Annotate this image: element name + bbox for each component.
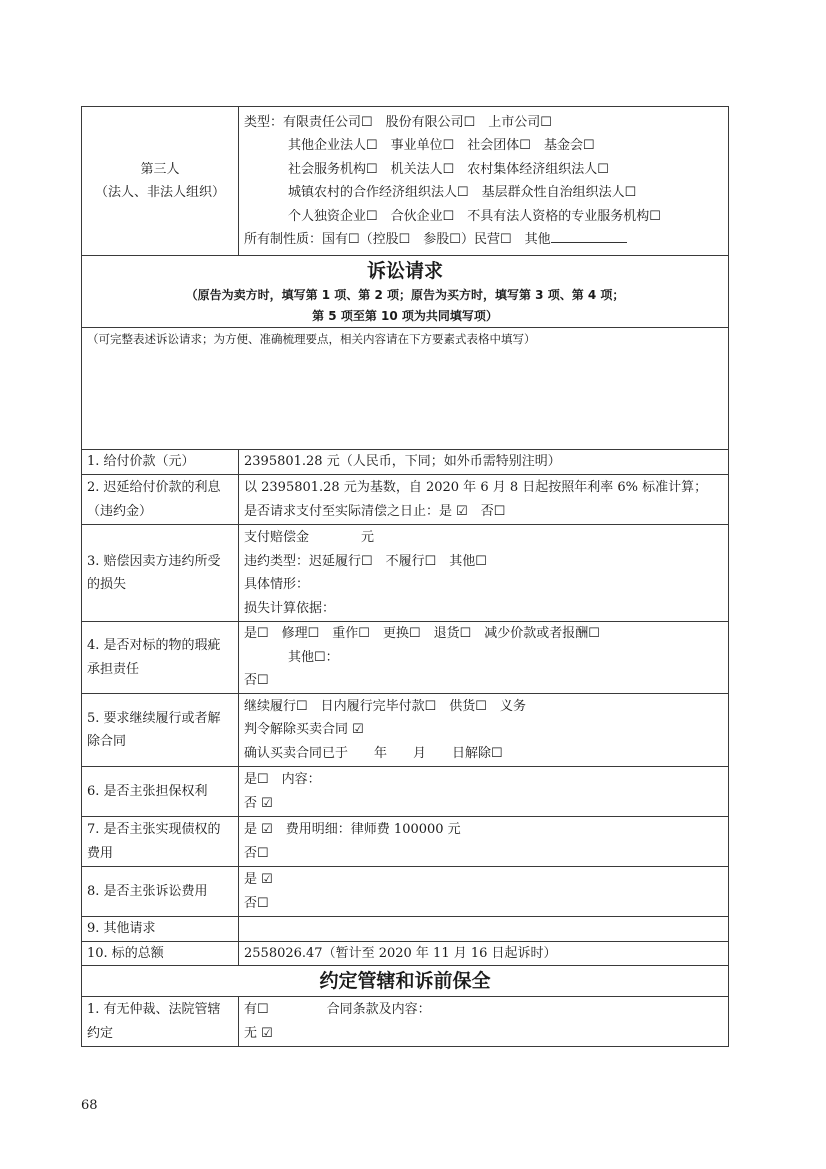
complaint-form-table <box>81 106 729 1047</box>
claim-row-damages <box>82 525 729 622</box>
claim-value-line <box>244 998 723 1022</box>
claim-value-cell <box>239 525 729 622</box>
claim-value[interactable]: 否 ☑ <box>244 795 273 811</box>
third-party-type-cell <box>239 107 729 256</box>
claim-value[interactable]: 2558026.47（暂计至 2020 年 11 月 16 日起诉时） <box>239 941 729 966</box>
third-party-sublabel: （法人、非法人组织） <box>94 185 225 200</box>
third-party-label: 第三人 <box>140 161 180 177</box>
third-party-row <box>82 107 729 256</box>
claim-value[interactable]: 是否请求支付至实际清偿之日止：是 ☑ 否☐ <box>244 503 506 519</box>
claim-value[interactable]: 否☐ <box>244 845 269 861</box>
claim-value-cell <box>239 622 729 694</box>
claim-label: 4. 是否对标的物的瑕疵 <box>87 638 221 653</box>
claim-label: 2. 迟延给付价款的利息 <box>87 480 221 495</box>
claim-label: 5. 要求继续履行或者解 <box>87 710 221 726</box>
claim-value[interactable]: 无 ☑ <box>244 1025 273 1041</box>
claim-value[interactable] <box>239 917 729 942</box>
claim-label-cell <box>82 694 239 767</box>
claim-value[interactable]: 继续履行☐ 日内履行完毕付款☐ 供货☐ 义务 <box>244 698 526 714</box>
claims-section-note-1: （原告为卖方时，填写第 1 项、第 2 项；原告为买方时，填写第 3 项、第 4 项； <box>185 287 625 302</box>
ownership-line <box>244 228 723 252</box>
claim-value[interactable]: 其他☐： <box>288 649 339 665</box>
type-line[interactable]: 类型：有限责任公司☐ 股份有限公司☐ 上市公司☐ <box>244 114 552 130</box>
claim-label: 8. 是否主张诉讼费用 <box>82 867 239 917</box>
third-party-label-cell <box>82 107 239 256</box>
jurisdiction-section-header-cell <box>82 966 729 997</box>
claim-value[interactable]: 是☐ 修理☐ 重作☐ 更换☐ 退货☐ 减少价款或者报酬☐ <box>244 626 600 642</box>
claim-row-performance <box>82 694 729 767</box>
claim-label: 1. 有无仲裁、法院管辖 <box>87 1002 221 1017</box>
jurisdiction-row-arbitration <box>82 997 729 1047</box>
claim-value-cell <box>239 997 729 1047</box>
claims-section-title: 诉讼请求 <box>366 259 443 282</box>
claim-row-other <box>82 917 729 942</box>
claim-row-defect <box>82 622 729 694</box>
claim-value-cell <box>239 767 729 817</box>
type-line[interactable]: 其他企业法人☐ 事业单位☐ 社会团体☐ 基金会☐ <box>288 138 595 153</box>
type-line[interactable]: 城镇农村的合作经济组织法人☐ 基层群众性自治组织法人☐ <box>288 185 637 200</box>
claim-label: 费用 <box>87 845 114 861</box>
claim-value[interactable]: 否☐ <box>244 895 269 911</box>
claim-label: 除合同 <box>87 734 127 749</box>
claim-row-costs <box>82 817 729 867</box>
claim-value[interactable]: 2395801.28 元（人民币，下同；如外币需特别注明） <box>239 450 729 475</box>
claim-label-cell <box>82 525 239 622</box>
claim-label: 3. 赔偿因卖方违约所受 <box>87 553 221 569</box>
claim-value[interactable]: 具体情形： <box>244 577 310 592</box>
claim-value[interactable]: 确认买卖合同已于 年 月 日解除☐ <box>244 745 503 761</box>
page-number: 68 <box>81 1098 98 1113</box>
claims-free-text-cell[interactable] <box>82 328 729 450</box>
claims-section-header-cell <box>82 256 729 328</box>
claim-value-cell <box>239 694 729 767</box>
jurisdiction-section-header-row <box>82 966 729 997</box>
claim-value: 合同条款及内容： <box>326 1002 431 1017</box>
claim-value[interactable]: 否☐ <box>244 673 269 689</box>
claim-label-cell <box>82 475 239 525</box>
claim-value[interactable]: 是☐ 内容： <box>244 772 321 787</box>
claims-free-text-note: （可完整表述诉讼请求；为方便、准确梳理要点，相关内容请在下方要素式表格中填写） <box>87 332 536 346</box>
ownership-options[interactable]: 所有制性质：国有☐（控股☐ 参股☐）民营☐ 其他 <box>244 232 551 247</box>
claim-row-litigation-fee <box>82 867 729 917</box>
claim-value[interactable]: 是 ☑ <box>244 872 273 887</box>
type-line[interactable]: 社会服务机构☐ 机关法人☐ 农村集体经济组织法人☐ <box>288 161 609 177</box>
claim-label: 承担责任 <box>87 661 140 677</box>
claim-label: 7. 是否主张实现债权的 <box>87 822 221 837</box>
claim-label: 10. 标的总额 <box>82 941 239 966</box>
claim-label: 约定 <box>87 1025 114 1041</box>
claim-label: （违约金） <box>87 503 153 519</box>
claim-label: 的损失 <box>87 577 127 592</box>
claim-label-cell <box>82 997 239 1047</box>
claim-label-cell <box>82 622 239 694</box>
jurisdiction-section-title: 约定管辖和诉前保全 <box>319 970 491 992</box>
claim-row-security <box>82 767 729 817</box>
claim-value-cell <box>239 475 729 525</box>
type-line[interactable]: 个人独资企业☐ 合伙企业☐ 不具有法人资格的专业服务机构☐ <box>288 208 661 224</box>
claim-value[interactable]: 损失计算依据： <box>244 600 336 616</box>
claim-label: 6. 是否主张担保权利 <box>82 767 239 817</box>
claim-label-cell <box>82 817 239 867</box>
claim-value[interactable]: 以 2395801.28 元为基数，自 2020 年 6 月 8 日起按照年利率 6% 标准计算； <box>244 480 708 495</box>
claims-section-note-2: 第 5 项至第 10 项为共同填写项） <box>312 308 498 323</box>
claim-label: 9. 其他请求 <box>82 917 239 942</box>
claims-section-header-row <box>82 256 729 328</box>
other-ownership-blank[interactable] <box>551 228 627 243</box>
claim-label: 1. 给付价款（元） <box>82 450 239 475</box>
claim-value-cell <box>239 817 729 867</box>
claim-row-price <box>82 450 729 475</box>
claim-row-total <box>82 941 729 966</box>
claim-value[interactable]: 支付赔偿金 元 <box>244 530 375 545</box>
claim-value[interactable]: 是 ☑ 费用明细：律师费 100000 元 <box>244 822 461 837</box>
claim-value[interactable]: 判令解除买卖合同 ☑ <box>244 722 364 738</box>
claim-value-cell <box>239 867 729 917</box>
claim-value[interactable]: 有☐ <box>244 1002 269 1017</box>
claims-free-text-row <box>82 328 729 450</box>
claim-row-interest <box>82 475 729 525</box>
claim-value[interactable]: 违约类型：迟延履行☐ 不履行☐ 其他☐ <box>244 553 487 569</box>
